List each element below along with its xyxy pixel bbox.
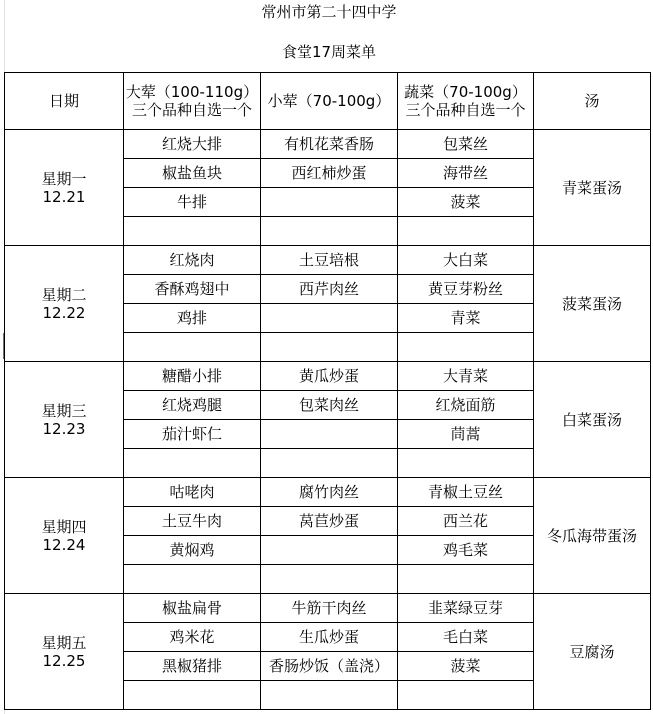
big-meat-cell[interactable]: 茄汁虾仁 xyxy=(124,420,261,449)
big-meat-cell[interactable]: 糖醋小排 xyxy=(124,362,261,391)
veg-cell[interactable]: 红烧面筋 xyxy=(398,391,534,420)
veg-cell[interactable]: 青椒土豆丝 xyxy=(398,478,534,507)
header-veg: 蔬菜（70-100g） 三个品种自选一个 xyxy=(398,73,534,130)
small-meat-cell[interactable]: 土豆培根 xyxy=(261,246,398,275)
small-meat-cell[interactable]: 黄瓜炒蛋 xyxy=(261,362,398,391)
day-date: 12.24 xyxy=(42,535,86,554)
header-small-meat: 小荤（70-100g） xyxy=(261,73,398,130)
table-row xyxy=(5,362,651,391)
small-meat-cell[interactable] xyxy=(261,681,398,710)
small-meat-cell[interactable]: 西芹肉丝 xyxy=(261,275,398,304)
small-meat-cell[interactable]: 生瓜炒蛋 xyxy=(261,623,398,652)
day-name: 星期三 xyxy=(41,401,87,420)
veg-cell[interactable]: 海带丝 xyxy=(398,159,534,188)
small-meat-cell[interactable]: 包菜肉丝 xyxy=(261,391,398,420)
big-meat-cell[interactable]: 鸡米花 xyxy=(124,623,261,652)
day-date: 12.23 xyxy=(42,419,86,438)
big-meat-cell[interactable]: 椒盐鱼块 xyxy=(124,159,261,188)
day-name: 星期五 xyxy=(41,633,87,652)
small-meat-cell[interactable]: 有机花菜香肠 xyxy=(261,130,398,159)
table-row xyxy=(5,130,651,159)
veg-cell[interactable]: 韭菜绿豆芽 xyxy=(398,594,534,623)
big-meat-cell[interactable]: 红烧鸡腿 xyxy=(124,391,261,420)
big-meat-cell[interactable]: 红烧肉 xyxy=(124,246,261,275)
veg-cell[interactable]: 大青菜 xyxy=(398,362,534,391)
small-meat-cell[interactable]: 牛筋干肉丝 xyxy=(261,594,398,623)
veg-cell[interactable]: 西兰花 xyxy=(398,507,534,536)
small-meat-cell[interactable] xyxy=(261,304,398,333)
small-meat-cell[interactable]: 香肠炒饭（盖浇） xyxy=(261,652,398,681)
big-meat-cell[interactable] xyxy=(124,565,261,594)
day-name: 星期一 xyxy=(41,169,87,188)
big-meat-cell[interactable]: 红烧大排 xyxy=(124,130,261,159)
small-meat-cell[interactable]: 西红柿炒蛋 xyxy=(261,159,398,188)
day-name: 星期四 xyxy=(41,517,87,536)
big-meat-cell[interactable]: 牛排 xyxy=(124,188,261,217)
big-meat-cell[interactable]: 咕咾肉 xyxy=(124,478,261,507)
header-date: 日期 xyxy=(5,73,124,130)
day-date: 12.22 xyxy=(42,303,86,322)
header-big-meat: 大荤（100-110g） 三个品种自选一个 xyxy=(124,73,261,130)
veg-cell[interactable]: 菠菜 xyxy=(398,652,534,681)
veg-cell[interactable]: 毛白菜 xyxy=(398,623,534,652)
big-meat-cell[interactable] xyxy=(124,217,261,246)
veg-cell[interactable]: 包菜丝 xyxy=(398,130,534,159)
day-cell[interactable] xyxy=(5,478,124,594)
day-cell[interactable] xyxy=(5,130,124,246)
table-row xyxy=(5,246,651,275)
big-meat-cell[interactable]: 黄焖鸡 xyxy=(124,536,261,565)
table-row xyxy=(5,478,651,507)
soup-cell[interactable]: 菠菜蛋汤 xyxy=(534,246,651,362)
header-soup: 汤 xyxy=(534,73,651,130)
veg-cell[interactable]: 茼蒿 xyxy=(398,420,534,449)
day-cell[interactable] xyxy=(5,594,124,710)
table-row xyxy=(5,594,651,623)
school-title: 常州市第二十四中学 xyxy=(261,3,397,21)
big-meat-cell[interactable]: 椒盐扁骨 xyxy=(124,594,261,623)
big-meat-cell[interactable]: 鸡排 xyxy=(124,304,261,333)
veg-cell[interactable]: 青菜 xyxy=(398,304,534,333)
day-cell[interactable] xyxy=(5,246,124,362)
small-meat-cell[interactable] xyxy=(261,565,398,594)
big-meat-cell[interactable] xyxy=(124,333,261,362)
veg-cell[interactable] xyxy=(398,565,534,594)
veg-cell[interactable] xyxy=(398,449,534,478)
header-row xyxy=(5,73,651,130)
veg-cell[interactable] xyxy=(398,681,534,710)
veg-cell[interactable]: 黄豆芽粉丝 xyxy=(398,275,534,304)
soup-cell[interactable]: 豆腐汤 xyxy=(534,594,651,710)
small-meat-cell[interactable] xyxy=(261,420,398,449)
day-date: 12.21 xyxy=(42,187,86,206)
small-meat-cell[interactable]: 腐竹肉丝 xyxy=(261,478,398,507)
veg-cell[interactable] xyxy=(398,217,534,246)
big-meat-cell[interactable]: 香酥鸡翅中 xyxy=(124,275,261,304)
small-meat-cell[interactable] xyxy=(261,333,398,362)
veg-cell[interactable]: 鸡毛菜 xyxy=(398,536,534,565)
soup-cell[interactable]: 冬瓜海带蛋汤 xyxy=(534,478,651,594)
big-meat-cell[interactable] xyxy=(124,449,261,478)
soup-cell[interactable]: 青菜蛋汤 xyxy=(534,130,651,246)
day-date: 12.25 xyxy=(42,651,86,670)
veg-cell[interactable]: 菠菜 xyxy=(398,188,534,217)
small-meat-cell[interactable] xyxy=(261,536,398,565)
veg-cell[interactable]: 大白菜 xyxy=(398,246,534,275)
day-cell[interactable] xyxy=(5,362,124,478)
big-meat-cell[interactable]: 土豆牛肉 xyxy=(124,507,261,536)
small-meat-cell[interactable] xyxy=(261,449,398,478)
menu-title: 食堂17周菜单 xyxy=(281,43,377,61)
small-meat-cell[interactable]: 莴苣炒蛋 xyxy=(261,507,398,536)
small-meat-cell[interactable] xyxy=(261,217,398,246)
day-name: 星期二 xyxy=(41,285,87,304)
soup-cell[interactable]: 白菜蛋汤 xyxy=(534,362,651,478)
veg-cell[interactable] xyxy=(398,333,534,362)
big-meat-cell[interactable] xyxy=(124,681,261,710)
big-meat-cell[interactable]: 黑椒猪排 xyxy=(124,652,261,681)
small-meat-cell[interactable] xyxy=(261,188,398,217)
menu-table xyxy=(4,72,651,710)
